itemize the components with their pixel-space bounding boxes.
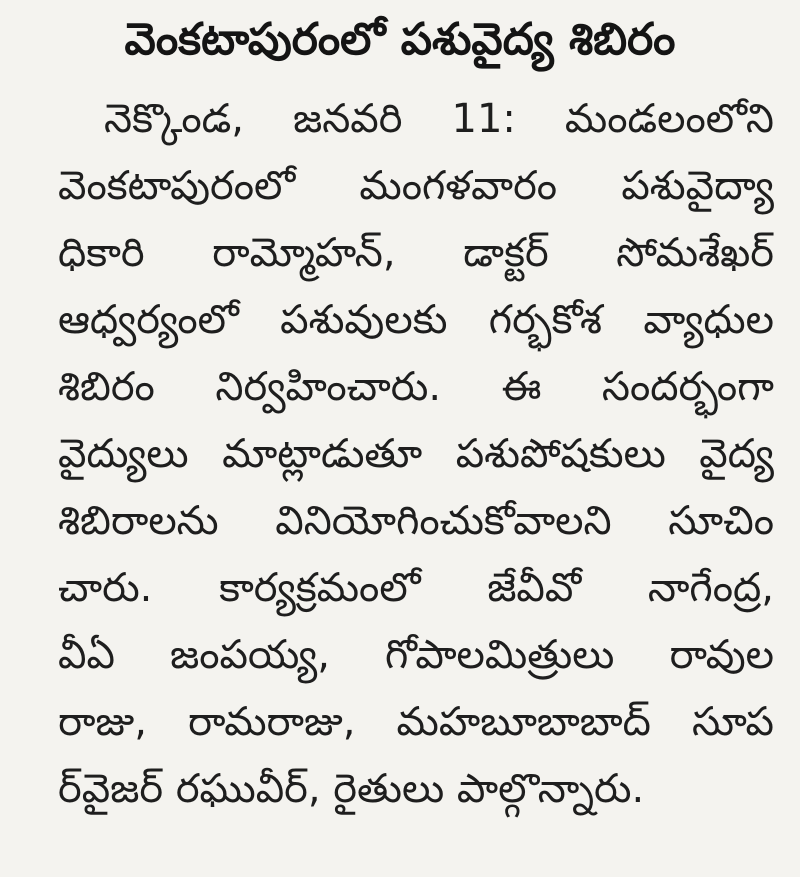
article-line: ధికారి రామ్మోహన్, డాక్టర్ సోమశేఖర్ xyxy=(58,230,774,276)
article-line: శిబిరం నిర్వహించారు. ఈ సందర్భంగా xyxy=(58,364,774,410)
article-line: ఆధ్వర్యంలో పశువులకు గర్భకోశ వ్యాధుల xyxy=(58,297,774,343)
article-line: నెక్కొండ, జనవరి 11: మండలంలోని xyxy=(104,96,774,142)
article-line: శిబిరాలను వినియోగించుకోవాలని సూచిం xyxy=(58,498,774,544)
article-line: వీఏ జంపయ్య, గోపాలమిత్రులు రావుల xyxy=(58,632,774,678)
article-line: రాజు, రామరాజు, మహబూబాబాద్ సూప xyxy=(58,699,774,745)
article-line: వైద్యులు మాట్లాడుతూ పశుపోషకులు వైద్య xyxy=(58,431,774,477)
article-line: చారు. కార్యక్రమంలో జేవీవో నాగేంద్ర, xyxy=(58,565,774,611)
article-line: వెంకటాపురంలో మంగళవారం పశువైద్యా xyxy=(58,163,774,209)
article-headline: వెంకటాపురంలో పశువైద్య శిబిరం xyxy=(124,14,676,65)
article-body xyxy=(58,86,774,823)
article-line: ర్‌వైజర్ రఘువీర్, రైతులు పాల్గొన్నారు. xyxy=(58,766,645,812)
